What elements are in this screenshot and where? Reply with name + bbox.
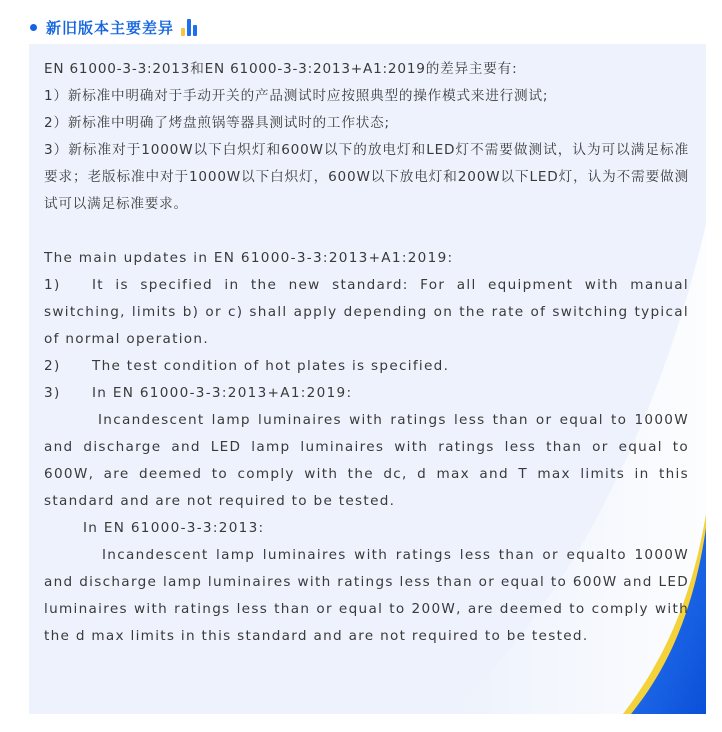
en-old-para xyxy=(44,542,689,650)
en-old-para-text: Incandescent lamp luminaires with ratings less than or equalto 1000W and discharge lamp luminaires with ratings less than or equal to 600W and LED luminaires with ratings less than or equal to 200W, are deemed to comply with the d max limits in this standard and are not required to be tested. xyxy=(44,547,689,644)
section-header xyxy=(30,14,197,40)
en-old-heading: In EN 61000-3-3:2013: xyxy=(83,520,265,536)
en-item-1-text: It is specified in the new standard: For all equipment with manual switching, limits b) or c) shall apply depending on the rate of switching typical of normal operation. xyxy=(44,277,689,347)
en-item-3-para-text: Incandescent lamp luminaires with ratings less than or equal to 1000W and discharge and LED lamp luminaires with ratings less than or equal to 600W, are deemed to comply with the dc, d max and T max limits in this standard and are not required to be tested. xyxy=(44,412,689,509)
en-item-1-number: 1) xyxy=(44,277,61,293)
en-item-2 xyxy=(44,353,689,380)
article-body xyxy=(44,56,689,650)
section-title: 新旧版本主要差异 xyxy=(46,18,175,37)
en-item-3-number: 3) xyxy=(44,385,61,401)
paragraph-gap xyxy=(44,218,689,245)
en-item-3 xyxy=(44,380,689,407)
bar-chart-icon xyxy=(181,19,197,36)
en-intro: The main updates in EN 61000-3-3:2013+A1:2019: xyxy=(44,250,454,266)
en-item-1 xyxy=(44,272,689,353)
cn-item-1: 1）新标准中明确对于手动开关的产品测试时应按照典型的操作模式来进行测试; xyxy=(44,88,549,104)
content-card xyxy=(29,44,706,714)
en-item-3-text: In EN 61000-3-3:2013+A1:2019: xyxy=(92,385,353,401)
cn-item-2: 2）新标准中明确了烤盘煎锅等器具测试时的工作状态; xyxy=(44,115,390,131)
en-item-2-number: 2) xyxy=(44,358,61,374)
en-item-2-text: The test condition of hot plates is specified. xyxy=(92,358,450,374)
en-item-3-para xyxy=(44,407,689,515)
bullet-dot-icon xyxy=(30,24,37,31)
cn-intro: EN 61000-3-3:2013和EN 61000-3-3:2013+A1:2019的差异主要有: xyxy=(44,61,518,77)
cn-item-3: 3）新标准对于1000W以下白炽灯和600W以下的放电灯和LED灯不需要做测试，认为可以满足标准要求；老版标准中对于1000W以下白炽灯，600W以下放电灯和200W以下LED灯，认为不需要做测试可以满足标准要求。 xyxy=(44,142,689,212)
